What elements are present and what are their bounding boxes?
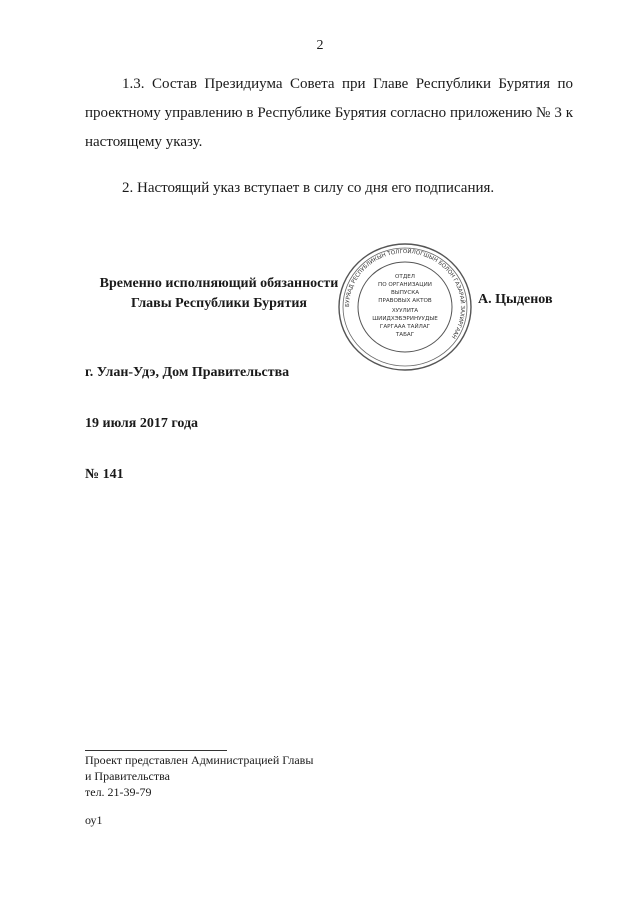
signing-place: г. Улан-Удэ, Дом Правительства	[85, 365, 290, 380]
paragraph-2: 2. Настоящий указ вступает в силу со дня его подписания.	[122, 180, 495, 196]
signatory-name: А. Цыденов	[478, 292, 553, 307]
seal-line-3: ВЫПУСКА	[390, 290, 420, 296]
footer-note	[85, 752, 313, 800]
footer-code: оу1	[85, 813, 103, 827]
official-seal-icon	[330, 242, 480, 372]
seal-ring-text: БУРЯАД РЕСПУБЛИКЫН ТОЛГОЙЛОГШЫН БОЛОН ГАЗАРАЙ ЗАХИРГААН	[344, 248, 466, 340]
seal-line-8: ТАБАГ	[395, 332, 415, 338]
footer-phone: тел. 21-39-79	[85, 785, 152, 799]
seal-line-1: ОТДЕЛ	[395, 274, 415, 280]
page-number: 2	[316, 38, 324, 53]
footer-note-line-2: и Правительства	[85, 769, 170, 783]
seal-line-4: ПРАВОВЫХ АКТОВ	[378, 298, 432, 304]
seal-line-7: ГАРГААА ТАЙЛАГ	[379, 324, 431, 330]
footer-note-line-1: Проект представлен Администрацией Главы	[85, 753, 314, 767]
seal-line-2: ПО ОРГАНИЗАЦИИ	[378, 282, 432, 288]
signatory-position-line-1: Временно исполняющий обязанности	[99, 276, 339, 291]
signatory-position-line-2: Главы Республики Бурятия	[130, 296, 307, 311]
signatory-position	[85, 274, 353, 314]
paragraph-1-3: 1.3. Состав Президиума Совета при Главе Республики Бурятия по проектному управлению в Республике Бурятия согласно приложению № 3 к настоящему указу.	[85, 76, 573, 150]
signing-date: 19 июля 2017 года	[85, 416, 199, 431]
footer-divider	[85, 750, 227, 751]
seal-line-5: ХУУЛИТА	[391, 308, 419, 314]
decree-number: № 141	[85, 467, 124, 482]
seal-line-6: ШИИДХЭБЭРИНУУДЫЕ	[372, 316, 438, 322]
